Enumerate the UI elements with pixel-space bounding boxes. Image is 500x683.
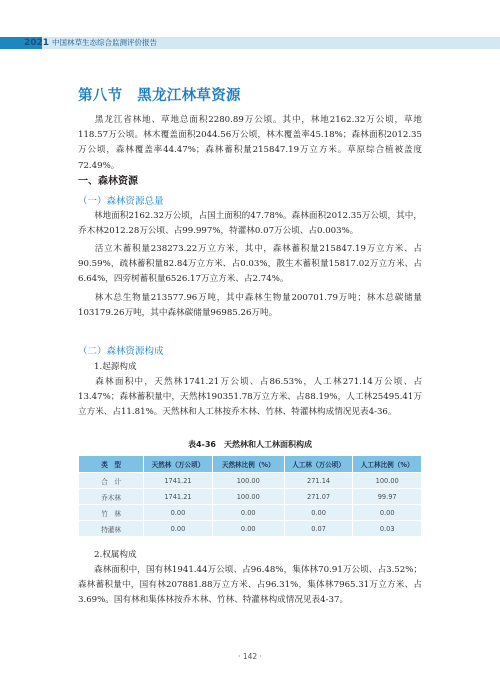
table-cell: 1741.21	[144, 489, 213, 505]
forest-total-text-2: 活立木蓄积量238273.22万立方米，其中，森林蓄积量215847.19万立方米、占90.59%，疏林蓄积量82.84万立方米、占0.03%，散生木蓄积量15817.02万立方米、占6.64%，四旁树蓄积量6526.17万立方米、占2.74%。	[78, 244, 422, 285]
ownership-paragraph	[78, 563, 422, 609]
header-title: 中国林草生态综合监测评价报告	[52, 38, 157, 47]
table-cell: 100.00	[212, 489, 284, 505]
table-cell: 0.00	[144, 505, 213, 521]
running-header	[0, 37, 500, 49]
forest-total-paragraph-1	[78, 209, 422, 239]
forest-total-heading: （一）森林资源总量	[78, 196, 164, 207]
origin-text: 森林面积中，天然林1741.21万公顷、占86.53%，人工林271.14万公顷、占13.47%；森林蓄积量中，天然林190351.78万立方米、占88.19%，人工林25495.41万立方米、占11.81%。天然林和人工林按乔木林、竹林、特灌林构成情况见表4-36。	[78, 377, 422, 418]
forest-area-table	[78, 455, 422, 537]
header-year: 2021	[24, 38, 50, 48]
intro-text: 黑龙江省林地、草地总面积2280.89万公顷。其中，林地2162.32万公顷，草地118.57万公顷。林木覆盖面积2044.56万公顷，林木覆盖率45.18%；森林面积2012.35万公顷，森林覆盖率44.47%；森林蓄积量215847.19万立方米。草原综合植被盖度72.49%。	[78, 115, 422, 171]
origin-paragraph	[78, 375, 422, 421]
table-cell: 0.00	[212, 505, 284, 521]
forest-total-paragraph-2	[78, 242, 422, 288]
origin-heading: 1.起源构成	[94, 362, 137, 372]
table-cell: 竹 林	[79, 505, 144, 521]
table-row	[79, 489, 422, 505]
table-header-cell: 人工林（万公顷）	[284, 456, 353, 473]
forest-total-text-1: 林地面积2162.32万公顷，占国土面积的47.78%。森林面积2012.35万公顷，其中，乔木林2012.28万公顷、占99.997%，特灌林0.07万公顷、占0.003%。	[78, 211, 422, 237]
forest-total-text-3: 林木总生物量213577.96万吨，其中森林生物量200701.79万吨；林木总碳储量103179.26万吨，其中森林碳储量96985.26万吨。	[78, 293, 422, 319]
intro-paragraph	[78, 113, 422, 174]
table-cell: 0.00	[212, 521, 284, 537]
table-cell: 合 计	[79, 473, 144, 489]
table-cell: 1741.21	[144, 473, 213, 489]
table-cell: 99.97	[353, 489, 422, 505]
table-cell: 乔木林	[79, 489, 144, 505]
table-cell: 271.07	[284, 489, 353, 505]
table-row	[79, 505, 422, 521]
table-caption: 表4-36 天然林和人工林面积构成	[187, 440, 313, 449]
table-row	[79, 473, 422, 489]
table-header-cell: 天然林（万公顷）	[144, 456, 213, 473]
forest-total-paragraph-3	[78, 291, 422, 321]
table-cell: 0.00	[353, 505, 422, 521]
forest-heading: 一、森林资源	[78, 176, 138, 187]
page-number: · 142 ·	[238, 652, 262, 661]
table-cell: 100.00	[212, 473, 284, 489]
ownership-text: 森林面积中，国有林1941.44万公顷、占96.48%，集体林70.91万公顷、占3.52%；森林蓄积量中，国有林207881.88万立方米、占96.31%，集体林7965.31万立方米、占3.69%。国有林和集体林按乔木林、竹林、特灌林构成情况见表4-37。	[78, 565, 422, 606]
table-cell: 0.03	[353, 521, 422, 537]
table-cell: 特灌林	[79, 521, 144, 537]
table-cell: 271.14	[284, 473, 353, 489]
ownership-heading: 2.权属构成	[94, 550, 137, 560]
table-cell: 0.00	[144, 521, 213, 537]
forest-composition-heading: （二）森林资源构成	[78, 346, 164, 357]
table-cell: 0.00	[284, 505, 353, 521]
table-header-cell: 类 型	[79, 456, 144, 473]
table-cell: 100.00	[353, 473, 422, 489]
table-cell: 0.07	[284, 521, 353, 537]
table-header-cell: 人工林比例（%）	[353, 456, 422, 473]
table-header-cell: 天然林比例（%）	[212, 456, 284, 473]
table-row	[79, 521, 422, 537]
section-title: 第八节 黑龙江林草资源	[78, 87, 241, 104]
table-header-row	[79, 456, 422, 473]
